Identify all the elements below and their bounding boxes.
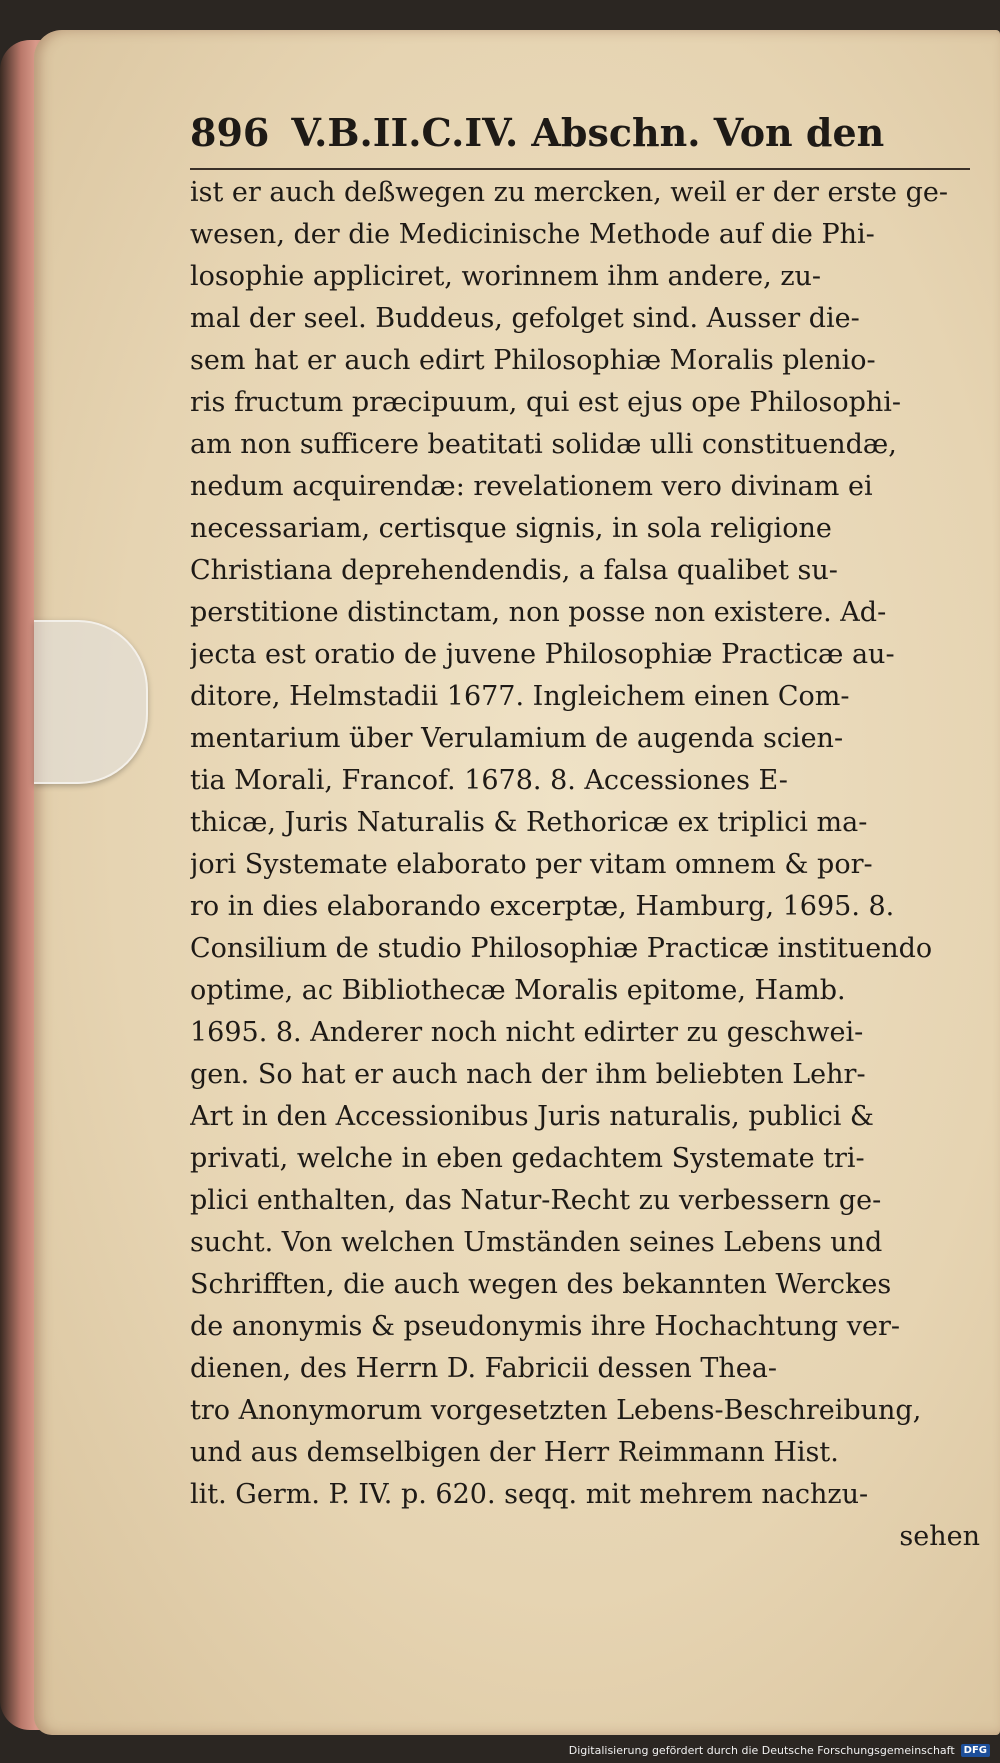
text-line: necessariam, certisque signis, in sola religione xyxy=(190,513,832,544)
funding-credit: Digitalisierung gefördert durch die Deutsche Forschungsgemeinschaft xyxy=(568,1744,955,1757)
text-line: Christiana deprehendendis, a falsa qualibet su- xyxy=(190,555,838,586)
text-line: mal der seel. Buddeus, gefolget sind. Ausser die- xyxy=(190,303,860,334)
text-line: und aus demselbigen der Herr Reimmann Hist. xyxy=(190,1437,839,1468)
text-line: dienen, des Herrn D. Fabricii dessen Thea- xyxy=(190,1353,777,1384)
text-line: sem hat er auch edirt Philosophiæ Moralis plenio- xyxy=(190,345,876,376)
body-text xyxy=(190,172,990,1558)
text-line: de anonymis & pseudonymis ihre Hochachtung ver- xyxy=(190,1311,901,1342)
dfg-logo-icon: DFG xyxy=(961,1744,990,1757)
text-line: ris fructum præcipuum, qui est ejus ope Philosophi- xyxy=(190,387,902,418)
text-line: nedum acquirendæ: revelationem vero divinam ei xyxy=(190,471,873,502)
text-line: perstitione distinctam, non posse non existere. Ad- xyxy=(190,597,887,628)
page-clip xyxy=(34,620,148,784)
text-line: am non sufficere beatitati solidæ ulli constituendæ, xyxy=(190,429,897,460)
text-line: 1695. 8. Anderer noch nicht edirter zu geschwei- xyxy=(190,1017,864,1048)
running-head: V.B.II.C.IV. Abschn. Von den xyxy=(291,110,885,155)
page-number: 896 xyxy=(190,110,270,155)
text-line: gen. So hat er auch nach der ihm beliebten Lehr- xyxy=(190,1059,866,1090)
catchword: sehen xyxy=(899,1521,980,1552)
text-line: plici enthalten, das Natur-Recht zu verbessern ge- xyxy=(190,1185,882,1216)
text-line: losophie appliciret, worinnem ihm andere, zu- xyxy=(190,261,822,292)
text-line: privati, welche in eben gedachtem Systemate tri- xyxy=(190,1143,865,1174)
text-line: tia Morali, Francof. 1678. 8. Accessiones E- xyxy=(190,765,788,796)
text-line: ro in dies elaborando excerptæ, Hamburg, 1695. 8. xyxy=(190,891,895,922)
text-line: ditore, Helmstadii 1677. Ingleichem einen Com- xyxy=(190,681,850,712)
text-line: Art in den Accessionibus Juris naturalis, publici & xyxy=(190,1101,874,1132)
header-rule xyxy=(190,168,970,170)
text-line: mentarium über Verulamium de augenda scien- xyxy=(190,723,844,754)
text-line: jori Systemate elaborato per vitam omnem & por- xyxy=(190,849,873,880)
text-line: wesen, der die Medicinische Methode auf die Phi- xyxy=(190,219,875,250)
page-header xyxy=(190,110,950,166)
text-line: lit. Germ. P. IV. p. 620. seqq. mit mehrem nachzu- xyxy=(190,1479,869,1510)
text-line: sucht. Von welchen Umständen seines Lebens und xyxy=(190,1227,883,1258)
text-line: optime, ac Bibliothecæ Moralis epitome, Hamb. xyxy=(190,975,846,1006)
text-line: tro Anonymorum vorgesetzten Lebens-Beschreibung, xyxy=(190,1395,922,1426)
text-line: Consilium de studio Philosophiæ Practicæ instituendo xyxy=(190,933,933,964)
text-line: jecta est oratio de juvene Philosophiæ Practicæ au- xyxy=(190,639,895,670)
text-line: Schrifften, die auch wegen des bekannten Werckes xyxy=(190,1269,892,1300)
text-line: ist er auch deßwegen zu mercken, weil er der erste ge- xyxy=(190,177,948,208)
footer-credit xyxy=(569,1744,990,1757)
text-line: thicæ, Juris Naturalis & Rethoricæ ex triplici ma- xyxy=(190,807,868,838)
